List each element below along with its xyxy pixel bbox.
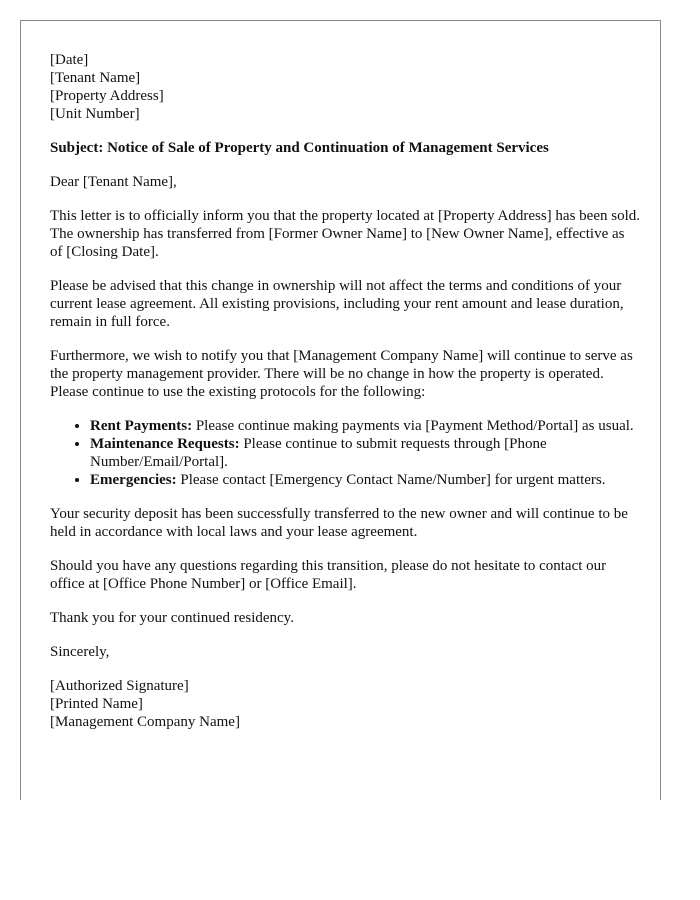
recipient-block <box>50 51 640 123</box>
list-item <box>90 471 640 489</box>
paragraph-management: Furthermore, we wish to notify you that [Management Company Name] will continue to serve as the property management provider. There will be no change in how the property is operated. Please continue to use the existing protocols for the following: <box>50 348 633 400</box>
paragraph-thanks: Thank you for your continued residency. <box>50 610 294 626</box>
paragraph-security-deposit: Your security deposit has been successfully transferred to the new owner and will continue to be held in accordance with local laws and your lease agreement. <box>50 506 628 540</box>
protocol-list <box>50 417 640 489</box>
paragraph-lease-terms: Please be advised that this change in ownership will not affect the terms and conditions of your current lease agreement. All existing provisions, including your rent amount and lease duration, remain in full force. <box>50 278 624 330</box>
list-item-label: Maintenance Requests: <box>90 436 240 452</box>
list-item-label: Emergencies: <box>90 472 177 488</box>
property-address-line: [Property Address] <box>50 88 164 104</box>
tenant-name-line: [Tenant Name] <box>50 70 141 86</box>
list-item <box>90 435 640 471</box>
letter-content <box>50 51 640 731</box>
signature-block <box>50 677 640 731</box>
subject-line: Subject: Notice of Sale of Property and Continuation of Management Services <box>50 140 549 156</box>
closing: Sincerely, <box>50 644 110 660</box>
unit-number-line: [Unit Number] <box>50 106 140 122</box>
printed-name-line: [Printed Name] <box>50 696 143 712</box>
paragraph-questions: Should you have any questions regarding this transition, please do not hesitate to contact our office at [Office Phone Number] or [Office Email]. <box>50 558 607 592</box>
company-name-line: [Management Company Name] <box>50 714 240 730</box>
paragraph-sale-notice: This letter is to officially inform you that the property located at [Property Address] has been sold. The ownership has transferred from [Former Owner Name] to [New Owner Name], effective as of [Closing Date]. <box>50 208 640 260</box>
list-item-text: Please contact [Emergency Contact Name/Number] for urgent matters. <box>176 472 606 488</box>
letter-page <box>20 20 661 800</box>
list-item-text: Please continue making payments via [Payment Method/Portal] as usual. <box>192 418 634 434</box>
authorized-signature-line: [Authorized Signature] <box>50 678 189 694</box>
list-item <box>90 417 640 435</box>
list-item-text: Please continue to submit requests through [Phone Number/Email/Portal]. <box>90 436 547 470</box>
greeting: Dear [Tenant Name], <box>50 174 177 190</box>
list-item-label: Rent Payments: <box>90 418 193 434</box>
date-line: [Date] <box>50 52 89 68</box>
